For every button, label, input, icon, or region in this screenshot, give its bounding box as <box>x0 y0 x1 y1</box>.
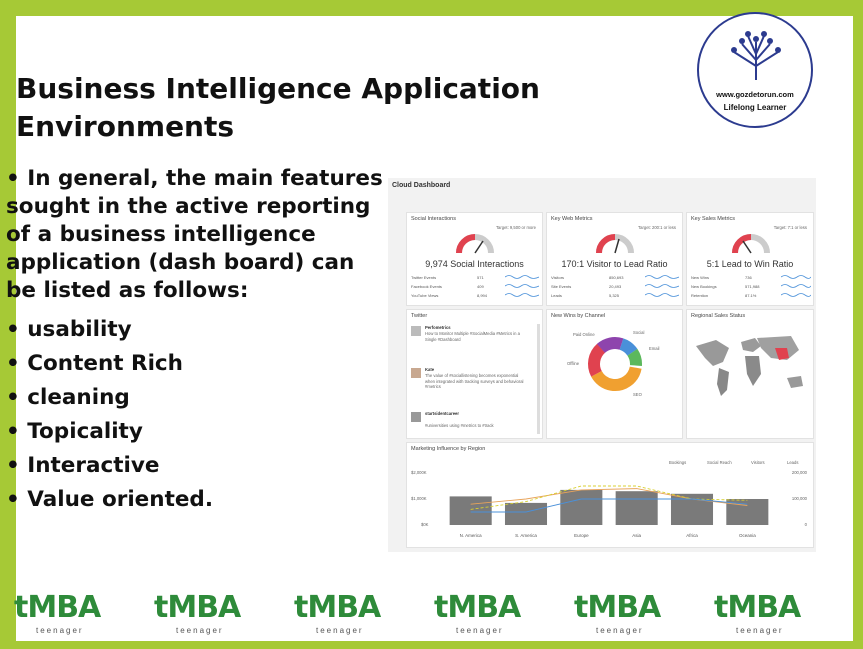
regional-sales-panel <box>686 309 814 439</box>
kpi-row-label: Retention <box>691 293 709 298</box>
tree-icon <box>726 30 786 82</box>
panel-title: Social Interactions <box>411 216 456 222</box>
kpi-row-label: YouTube Views <box>411 293 439 298</box>
footer-logo: tMBA teenager <box>294 590 381 635</box>
x-tick-label: Africa <box>686 533 698 538</box>
logo <box>697 12 813 128</box>
legend-item: Visitors <box>751 460 765 465</box>
twitter-panel[interactable] <box>406 309 543 439</box>
y-tick-label: $2,000K <box>411 470 427 475</box>
bar-bookings <box>560 490 602 525</box>
bullet-item: • Topicality <box>6 419 143 444</box>
tweet-text: The value of #sociallistening becomes exponential when integrated with tracking surveys and behavioral #metrics <box>425 373 524 389</box>
kpi-row-value: 850,693 <box>609 275 624 280</box>
y2-tick-label: 0 <box>804 522 807 527</box>
panel-title: New Wins by Channel <box>551 313 606 319</box>
sparkline-icon <box>781 273 811 301</box>
gauge-icon <box>595 233 635 255</box>
footer-logo: tMBA teenager <box>714 590 801 635</box>
dashboard-screenshot <box>388 178 816 552</box>
tweet-text: How to Monitor Multiple #SocialMedia #Metrics in a Single #Dashboard <box>425 331 520 342</box>
sparkline-icon <box>505 273 539 301</box>
avatar <box>411 412 421 422</box>
kpi-row-value: 571,988 <box>745 284 760 289</box>
tweet-text: #universities using #metrics to #track <box>425 423 494 428</box>
kpi-row-label: Leads <box>551 293 562 298</box>
bullet-item: • Value oriented. <box>6 487 213 512</box>
avatar <box>411 326 421 336</box>
target-label: Target: 200:1 or less <box>638 225 676 230</box>
kpi-row-value: 87.1% <box>745 293 757 298</box>
sales-metrics-panel <box>686 212 814 306</box>
slice-label: Email <box>649 346 660 351</box>
x-tick-label: Europe <box>574 533 589 538</box>
bullet-item: • Content Rich <box>6 351 183 376</box>
chart-title: Marketing Influence by Region <box>411 446 486 452</box>
sparkline-icon <box>645 273 679 301</box>
panel-title: Regional Sales Status <box>691 313 746 319</box>
target-label: Target: 9,500 or more <box>495 225 536 230</box>
footer-logo: tMBA teenager <box>434 590 521 635</box>
slide-title: Business Intelligence Application Environments <box>16 72 540 143</box>
kpi-row-label: Visitors <box>551 275 565 280</box>
x-tick-label: N. America <box>459 533 482 538</box>
wins-by-channel-panel <box>546 309 683 439</box>
marketing-influence-panel <box>406 442 814 548</box>
kpi-row-label: New Wins <box>691 275 710 280</box>
logo-subtitle: Lifelong Learner <box>723 103 787 112</box>
kpi-value: 170:1 Visitor to Lead Ratio <box>561 259 668 269</box>
kpi-row-value: 571 <box>477 275 484 280</box>
bullet-item: • Interactive <box>6 453 160 478</box>
bullet-item: • cleaning <box>6 385 130 410</box>
dashboard-title: Cloud Dashboard <box>392 182 451 189</box>
kpi-value: 5:1 Lead to Win Ratio <box>706 259 794 269</box>
slice-label: Paid Online <box>573 332 595 337</box>
bar-bookings <box>505 503 547 525</box>
gauge-icon <box>731 233 771 255</box>
bullet-intro: • In general, the main features sought in the active reporting of a business intelligence application (dash board) can be listed as follows: <box>6 166 383 303</box>
bar-bookings <box>671 494 713 525</box>
panel-title: Key Web Metrics <box>551 216 593 222</box>
footer-logo: tMBA teenager <box>154 590 241 635</box>
bar-bookings <box>616 491 658 525</box>
kpi-row-value: 8,994 <box>477 293 488 298</box>
logo-url: www.gozdetorun.com <box>716 90 794 99</box>
donut-chart <box>585 334 645 394</box>
marketing-chart <box>407 443 814 548</box>
slice-label: Social <box>633 330 645 335</box>
kpi-row-value: 5,325 <box>609 293 620 298</box>
kpi-row-label: Facebook Events <box>411 284 442 289</box>
kpi-row-label: New Bookings <box>691 284 717 289</box>
footer-logo: tMBA teenager <box>14 590 101 635</box>
world-map <box>691 326 811 406</box>
x-tick-label: Asia <box>632 533 642 538</box>
web-metrics-panel <box>546 212 683 306</box>
kpi-row-value: 736 <box>745 275 752 280</box>
legend-item: Leads <box>787 460 799 465</box>
y-tick-label: $0K <box>421 522 429 527</box>
kpi-row-label: Twitter Events <box>411 275 437 280</box>
y-tick-label: $1,000K <box>411 496 427 501</box>
kpi-row-label: Site Events <box>551 284 572 289</box>
bar-bookings <box>450 496 492 525</box>
footer-logo: tMBA teenager <box>574 590 661 635</box>
social-interactions-panel <box>406 212 543 306</box>
tweet-user: Kate <box>425 367 435 372</box>
y2-tick-label: 200,000 <box>791 470 807 475</box>
target-label: Target: 7:1 or less <box>773 225 807 230</box>
kpi-value: 9,974 Social Interactions <box>425 259 524 269</box>
tweet-user: startsidentcareer <box>425 411 459 416</box>
footer-brand-strip <box>0 590 863 640</box>
avatar <box>411 368 421 378</box>
kpi-row-value: 20,493 <box>609 284 622 289</box>
gauge-icon <box>455 233 495 255</box>
legend-item: Bookings <box>669 460 687 465</box>
y2-tick-label: 100,000 <box>791 496 807 501</box>
legend-item: Social Reach <box>707 460 732 465</box>
slice-label: Offline <box>567 361 580 366</box>
tweet-user: Perfometrics <box>425 325 451 330</box>
scrollbar[interactable] <box>537 324 540 434</box>
x-tick-label: S. America <box>515 533 537 538</box>
bullet-item: • usability <box>6 317 132 342</box>
kpi-row-value: 409 <box>477 284 484 289</box>
x-tick-label: Oceania <box>738 533 756 538</box>
bullet-list <box>6 165 386 517</box>
slice-label: SEO <box>633 392 642 397</box>
panel-title: Key Sales Metrics <box>691 216 736 222</box>
panel-title: Twitter <box>411 313 428 319</box>
